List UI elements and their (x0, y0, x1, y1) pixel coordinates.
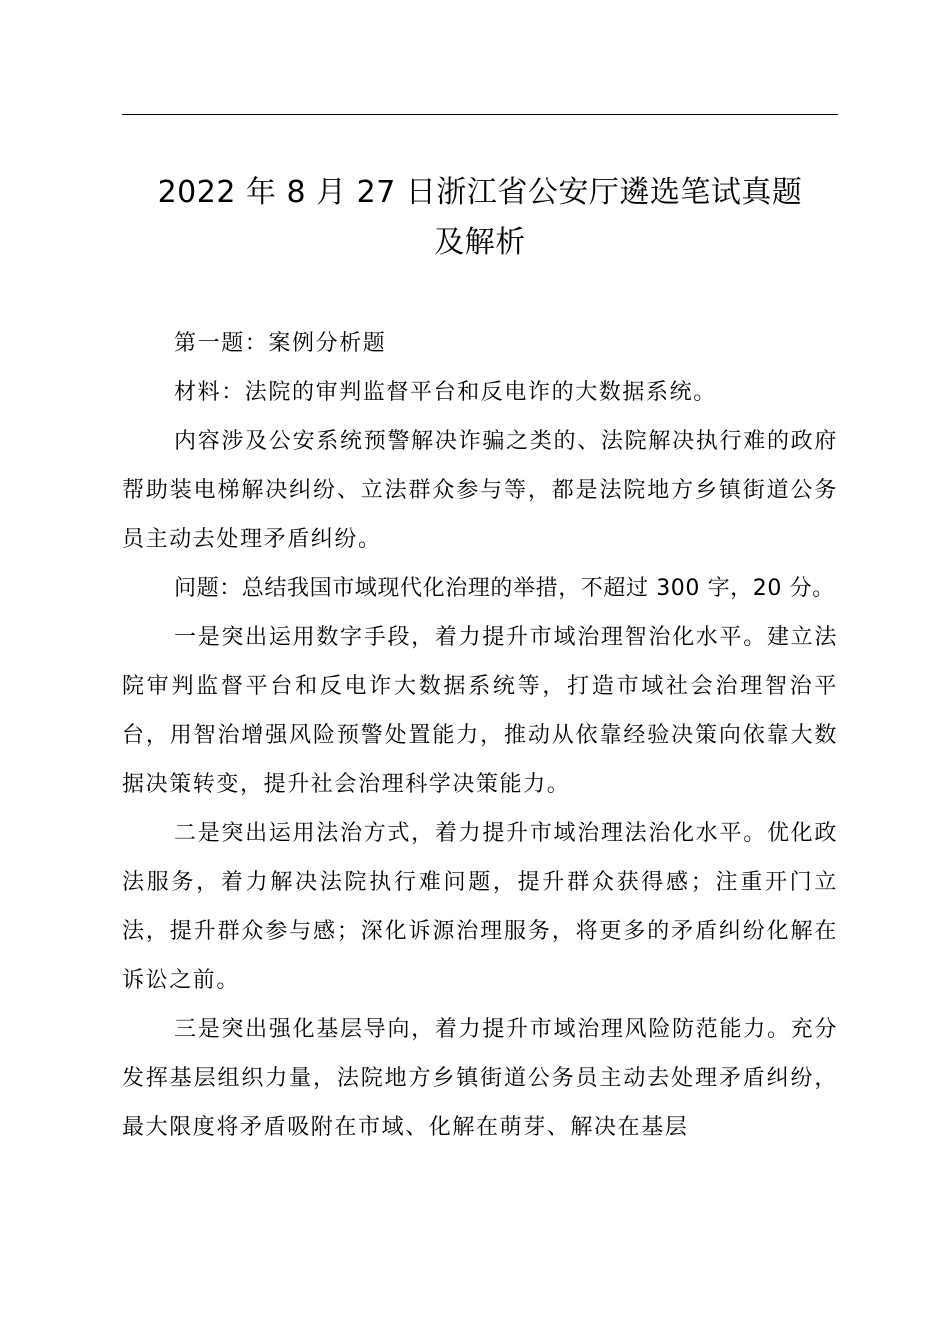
answer-point-3: 三是突出强化基层导向，着力提升市域治理风险防范能力。充分发挥基层组织力量，法院地方乡镇街道公务员主动去处理矛盾纠纷，最大限度将矛盾吸附在市域、化解在萌芽、解决在基层 (122, 1017, 838, 1140)
content-paragraph: 内容涉及公安系统预警解决诈骗之类的、法院解决执行难的政府帮助装电梯解决纠纷、立法群众参与等，都是法院地方乡镇街道公务员主动去处理矛盾纠纷。 (122, 429, 838, 552)
title-line-1: 2022 年 8 月 27 日浙江省公安厅遴选笔试真题 (157, 175, 803, 210)
document-title (122, 168, 838, 268)
document-body (122, 319, 838, 1152)
answer-point-2: 二是突出运用法治方式，着力提升市域治理法治化水平。优化政法服务，着力解决法院执行难问题，提升群众获得感；注重开门立法，提升群众参与感；深化诉源治理服务，将更多的矛盾纠纷化解在诉讼之前。 (122, 821, 838, 993)
question-paragraph: 问题：总结我国市域现代化治理的举措，不超过 300 字，20 分。 (174, 576, 835, 601)
answer-point-1: 一是突出运用数字手段，着力提升市域治理智治化水平。建立法院审判监督平台和反电诈大数据系统等，打造市域社会治理智治平台，用智治增强风险预警处置能力，推动从依靠经验决策向依靠大数据决策转变，提升社会治理科学决策能力。 (122, 625, 838, 797)
question-heading: 第一题：案例分析题 (174, 331, 387, 356)
title-line-2: 及解析 (434, 225, 526, 260)
material-paragraph: 材料：法院的审判监督平台和反电诈的大数据系统。 (174, 380, 717, 405)
header-rule (122, 114, 838, 115)
